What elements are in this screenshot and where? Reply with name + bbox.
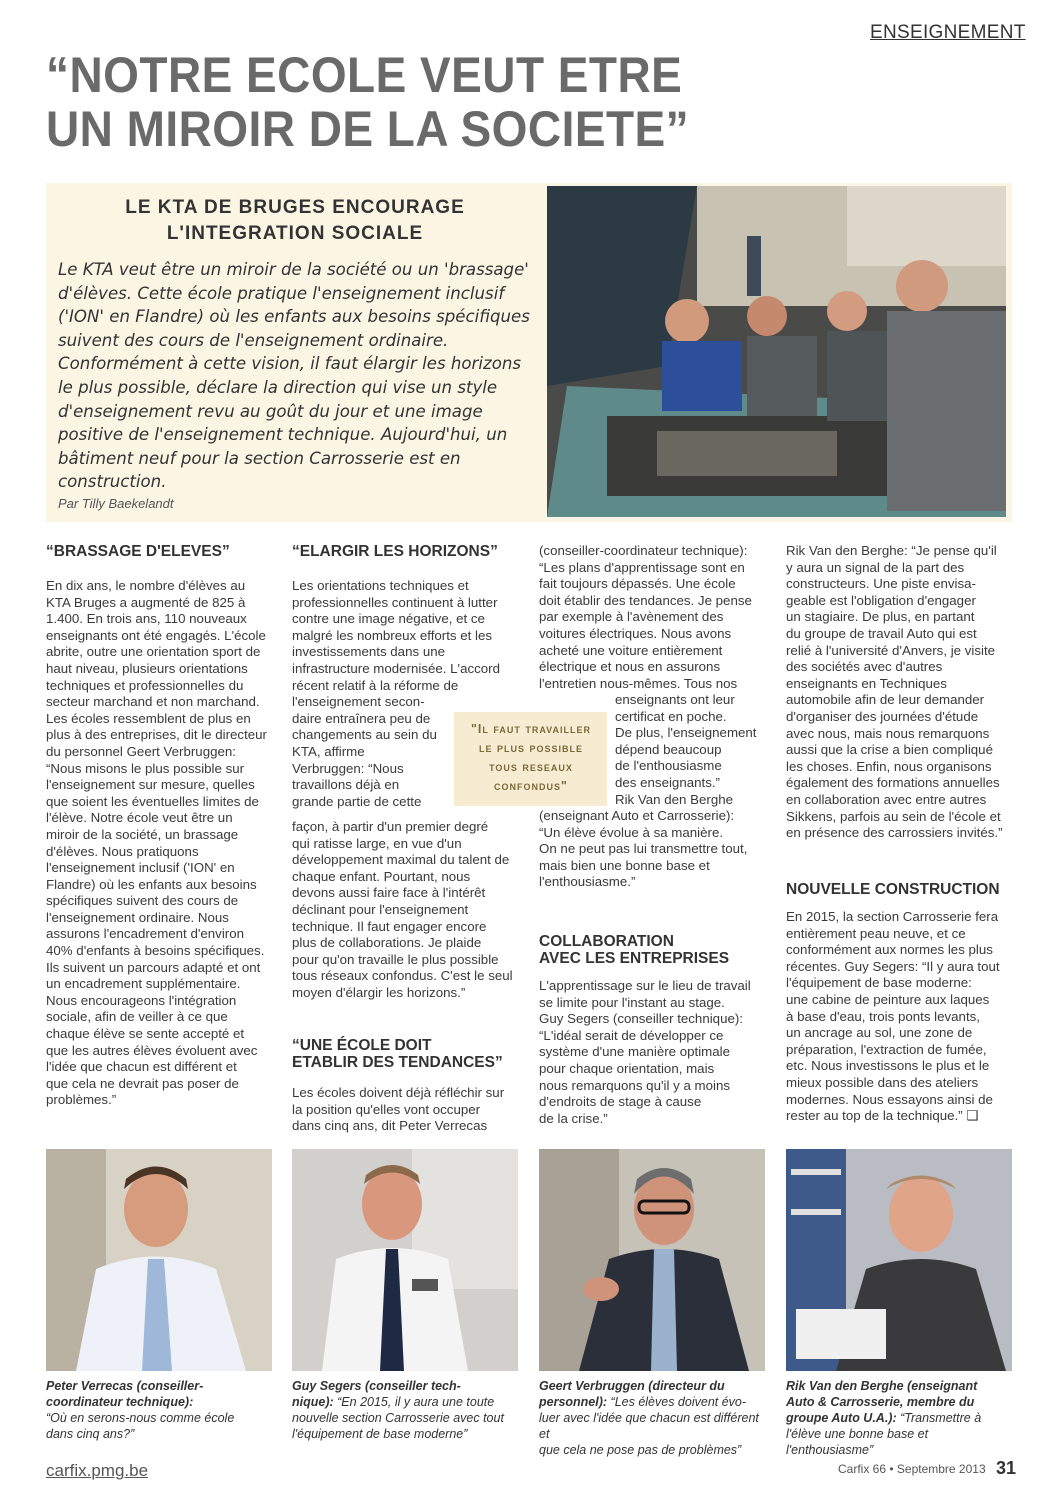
col2-text-bottom: façon, à partir d'un premier degré qui ratisse large, en vue d'un développement maximal du talent de chaque enfant. Pourtant, nous devons aussi faire face à l'intérêt déclinant pour l'enseignement technique. Il faut engager encore plus de collaborations. Je plaide pour qu'on travaille le plus possible tous réseaux confondus. C'est le seul moyen d'élargir les horizons.” xyxy=(292,819,513,1000)
headline: “NOTRE ECOLE VEUT ETRE UN MIROIR DE LA SOCIETE” xyxy=(46,47,690,157)
col2-heading: “ELARGIR LES HORIZONS” xyxy=(292,543,498,560)
caption-quote: “Où en serons-nous comme école dans cinq ans?” xyxy=(46,1411,235,1441)
caption-segers xyxy=(292,1378,522,1442)
footer-issue: Carfix 66 • Septembre 2013 xyxy=(838,1462,986,1476)
intro-text: Le KTA veut être un miroir de la société ou un 'brassage' d'élèves. Cette école pratique l'enseignement inclusif ('ION' en Flandre) où les enfants aux besoins spécifiques suivent des cours de l'enseignement ordinaire. Conformément à cette vision, il faut élargir les horizons le plus possible, déclare la direction qui vise un style d'enseignement revu au goût du jour et une image positive de l'enseignement technique. Aujourd'hui, un bâtiment neuf pour la section Carrosserie est en construction. xyxy=(58,260,530,492)
col3-text-top: (conseiller-coordinateur technique): “Les plans d'apprentissage sont en fait toujours dépassés. Une école doit établir des tendances. Je pense par exemple à l'avènement des voitures électriques. Nous avons acheté une voiture entièrement électrique et nous en assurons l'entretien nous-mêmes. Tous nos xyxy=(539,543,752,691)
col2-text-top: Les orientations techniques et professionnelles continuent à lutter contre une image négative, et ce malgré les nombreux efforts et les investissements dans une infrastructure modernisée. L'accord récent relatif à la réforme de l'enseignement secon- daire entraînera peu de changements au sein du KTA, affirme Verbruggen: “Nous travaillons déjà en grande partie de cette xyxy=(292,578,500,809)
portrait-van-den-berghe xyxy=(786,1149,1012,1371)
col4-text: Rik Van den Berghe: “Je pense qu'il y aura un signal de la part des constructeurs. Une piste envisa- geable est l'obligation d'engager un stagiaire. De plus, en partant du groupe de travail Auto qui est relié à l'université d'Anvers, je visite des sociétés avec d'autres enseignants en Techniques automobile afin de leur demander d'organiser des journées d'étude avec nous, mais nous remarquons aussi que la crise a bien compliqué les choses. Enfin, nous organisons également des formations annuelles en collaboration avec entre autres Sikkens, parfois au sein de l'école et en présence des carrossiers invités.” xyxy=(786,543,1003,841)
caption-quote: “Transmettre à l'élève une bonne base et l'enthousiasme” xyxy=(786,1411,982,1457)
footer-site-link[interactable]: carfix.pmg.be xyxy=(46,1461,149,1480)
col3-text2: L'apprentissage sur le lieu de travail se limite pour l'instant au stage. Guy Segers (conseiller technique): “L'idéal serait de développer ce système d'une manière optimale pour chaque orientation, mais nous remarquons qu'il y a moins d'endroits de stage à cause de la crise.” xyxy=(539,978,751,1126)
col2-text2: Les écoles doivent déjà réfléchir sur la position qu'elles vont occuper dans cinq ans, dit Peter Verrecas xyxy=(292,1085,505,1134)
caption-verrecas xyxy=(46,1378,276,1442)
pull-quote: "Il faut travailler le plus possible tous reseaux confondus" xyxy=(470,722,591,793)
caption-name: Peter Verrecas (conseiller- coordinateur technique): xyxy=(46,1379,204,1409)
caption-name: Guy Segers (conseiller tech- nique): xyxy=(292,1379,461,1409)
col3-text-bottom: (enseignant Auto et Carrosserie): “Un élève évolue à sa manière. On ne peut pas lui transmettre tout, mais bien une bonne base et l'enthousiasme.” xyxy=(539,808,748,890)
section-tag: ENSEIGNEMENT xyxy=(870,22,1026,43)
portrait-verbruggen xyxy=(539,1149,765,1371)
caption-name: Rik Van den Berghe (enseignant Auto & Carrosserie, membre du groupe Auto U.A.): xyxy=(786,1379,978,1425)
col4-text2: En 2015, la section Carrosserie fera entièrement peau neuve, et ce conformément aux normes les plus récentes. Guy Segers: “Il y aura tout l'équipement de base moderne: une cabine de peinture aux laques à base d'eau, trois ponts levants, un ancrage au sol, une zone de préparation, l'extraction de fumée, etc. Nous investissons le plus et le mieux possible dans des ateliers modernes. Nous essayons ainsi de rester au top de la technique.” ❑ xyxy=(786,909,1000,1124)
intro-title: LE KTA DE BRUGES ENCOURAGE L'INTEGRATION SOCIALE xyxy=(125,197,465,244)
byline: Par Tilly Baekelandt xyxy=(58,496,174,511)
portrait-verrecas xyxy=(46,1149,272,1371)
col4-heading: NOUVELLE CONSTRUCTION xyxy=(786,881,1000,898)
col3-text-mid: enseignants ont leur certificat en poche. De plus, l'enseignement dépend beaucoup de l'enthousiasme des enseignants.” Rik Van den Berghe xyxy=(615,692,757,807)
page-number: 31 xyxy=(996,1458,1017,1478)
workshop-photo xyxy=(547,186,1006,517)
col3-heading: COLLABORATION AVEC LES ENTREPRISES xyxy=(539,933,730,967)
col1-text: En dix ans, le nombre d'élèves au KTA Bruges a augmenté de 825 à 1.400. En trois ans, 110 nouveaux enseignants ont été engagés. L'école abrite, outre une orientation sport de haut niveau, plusieurs orientations techniques et professionnelles du secteur marchand et non marchand. Les écoles ressemblent de plus en plus à des entreprises, dit le directeur du personnel Geert Verbruggen: “Nous misons le plus possible sur l'enseignement sur mesure, quelles que soient les éventuelles limites de l'élève. Notre école veut être un miroir de la société, un brassage d'élèves. Nous pratiquons l'enseignement inclusif ('ION' en Flandre) où les enfants aux besoins spécifiques suivent des cours de l'enseignement ordinaire. Nous assurons l'encadrement d'environ 40% d'enfants à besoins spécifiques. Ils suivent un parcours adapté et ont un encadrement supplémentaire. Nous encourageons l'intégration sociale, afin de veiller à ce que chaque élève se sente accepté et que les autres élèves évoluent avec l'idée que chacun est différent et que cela ne devrait pas poser de problèmes.” xyxy=(46,578,267,1108)
col2-heading2: “UNE ÉCOLE DOIT ETABLIR DES TENDANCES” xyxy=(292,1037,503,1071)
caption-quote: “Les élèves doivent évo- luer avec l'idée que chacun est différent et que cela ne pose pas de problèmes” xyxy=(539,1395,759,1457)
col1-heading: “BRASSAGE D'ELEVES” xyxy=(46,543,230,560)
caption-verbruggen xyxy=(539,1378,769,1458)
caption-quote: “En 2015, il y aura une toute nouvelle section Carrosserie avec tout l'équipement de base moderne” xyxy=(292,1395,504,1441)
caption-van-den-berghe xyxy=(786,1378,1016,1458)
caption-name: Geert Verbruggen (directeur du personnel): xyxy=(539,1379,725,1409)
portrait-segers xyxy=(292,1149,518,1371)
